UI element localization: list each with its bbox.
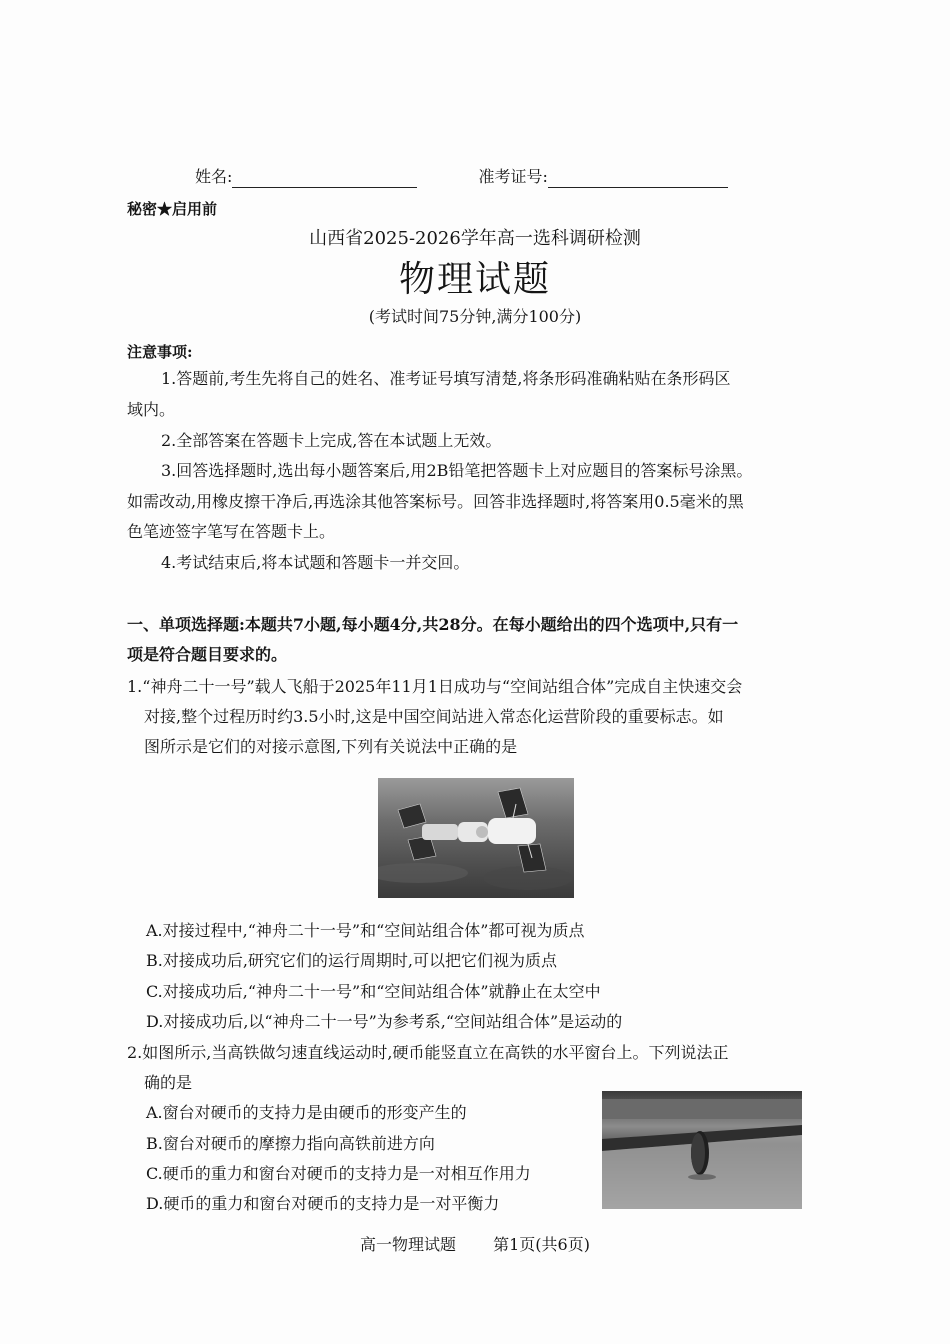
page-title: 物理试题 <box>398 259 551 300</box>
q1-option-c: C.对接成功后,“神舟二十一号”和“空间站组合体”就静止在太空中 <box>146 982 601 1001</box>
q1-stem-line: 1.“神舟二十一号”载人飞船于2025年11月1日成功与“空间站组合体”完成自主快速交会 <box>127 677 743 696</box>
coin-on-windowsill-image <box>602 1091 802 1209</box>
secret-mark: 秘密★启用前 <box>127 200 218 218</box>
docking-figure <box>378 778 574 898</box>
q1-stem-line: 图所示是它们的对接示意图,下列有关说法中正确的是 <box>144 737 518 756</box>
q1-option-d: D.对接成功后,以“神舟二十一号”为参考系,“空间站组合体”是运动的 <box>146 1012 623 1031</box>
exam-id-label: 准考证号: <box>478 167 548 186</box>
q1-option-a: A.对接过程中,“神舟二十一号”和“空间站组合体”都可视为质点 <box>146 921 585 940</box>
notice-line: 3.回答选择题时,选出每小题答案后,用2B铅笔把答题卡上对应题目的答案标号涂黑。 <box>161 461 753 480</box>
section-heading <box>127 610 827 670</box>
page-footer <box>0 1234 950 1256</box>
notice-line: 2.全部答案在答题卡上完成,答在本试题上无效。 <box>161 431 502 450</box>
footer-page-number: 第1页(共6页) <box>493 1235 590 1254</box>
q2-option-a: A.窗台对硬币的支持力是由硬币的形变产生的 <box>146 1103 467 1122</box>
name-field <box>195 166 417 188</box>
section-heading-line: 一、单项选择题:本题共7小题,每小题4分,共28分。在每小题给出的四个选项中,只有一 <box>127 615 739 634</box>
q1-stem-line: 对接,整个过程历时约3.5小时,这是中国空间站进入常态化运营阶段的重要标志。如 <box>144 707 724 726</box>
notice-line: 色笔迹签字笔写在答题卡上。 <box>127 522 336 541</box>
name-blank <box>232 169 417 188</box>
exam-id-blank <box>548 169 728 188</box>
name-label: 姓名: <box>195 167 233 186</box>
section-heading-line: 项是符合题目要求的。 <box>127 645 288 664</box>
notice-line: 如需改动,用橡皮擦干净后,再选涂其他答案标号。回答非选择题时,将答案用0.5毫米的黑 <box>127 492 744 511</box>
q2-option-c: C.硬币的重力和窗台对硬币的支持力是一对相互作用力 <box>146 1164 531 1183</box>
notice-line: 1.答题前,考生先将自己的姓名、准考证号填写清楚,将条形码准确粘贴在条形码区 <box>161 369 731 388</box>
q2-stem-line: 确的是 <box>144 1073 193 1092</box>
space-station-image <box>378 778 574 898</box>
q2-stem-line: 2.如图所示,当高铁做匀速直线运动时,硬币能竖直立在高铁的水平窗台上。下列说法正 <box>127 1043 729 1062</box>
q2-option-d: D.硬币的重力和窗台对硬币的支持力是一对平衡力 <box>146 1194 500 1213</box>
candidate-fields <box>195 166 728 188</box>
time-info: (考试时间75分钟,满分100分) <box>368 307 582 326</box>
exam-subtitle: 山西省2025-2026学年高一选科调研检测 <box>309 228 641 249</box>
notice-line: 4.考试结束后,将本试题和答题卡一并交回。 <box>161 553 470 572</box>
q1-option-b: B.对接成功后,研究它们的运行周期时,可以把它们视为质点 <box>146 951 558 970</box>
footer-subject: 高一物理试题 <box>360 1235 457 1254</box>
exam-id-field <box>479 166 728 188</box>
notice-line: 域内。 <box>127 400 176 419</box>
coin-figure <box>602 1091 802 1209</box>
q2-option-b: B.窗台对硬币的摩擦力指向高铁前进方向 <box>146 1134 435 1153</box>
notice-heading: 注意事项: <box>127 343 193 361</box>
